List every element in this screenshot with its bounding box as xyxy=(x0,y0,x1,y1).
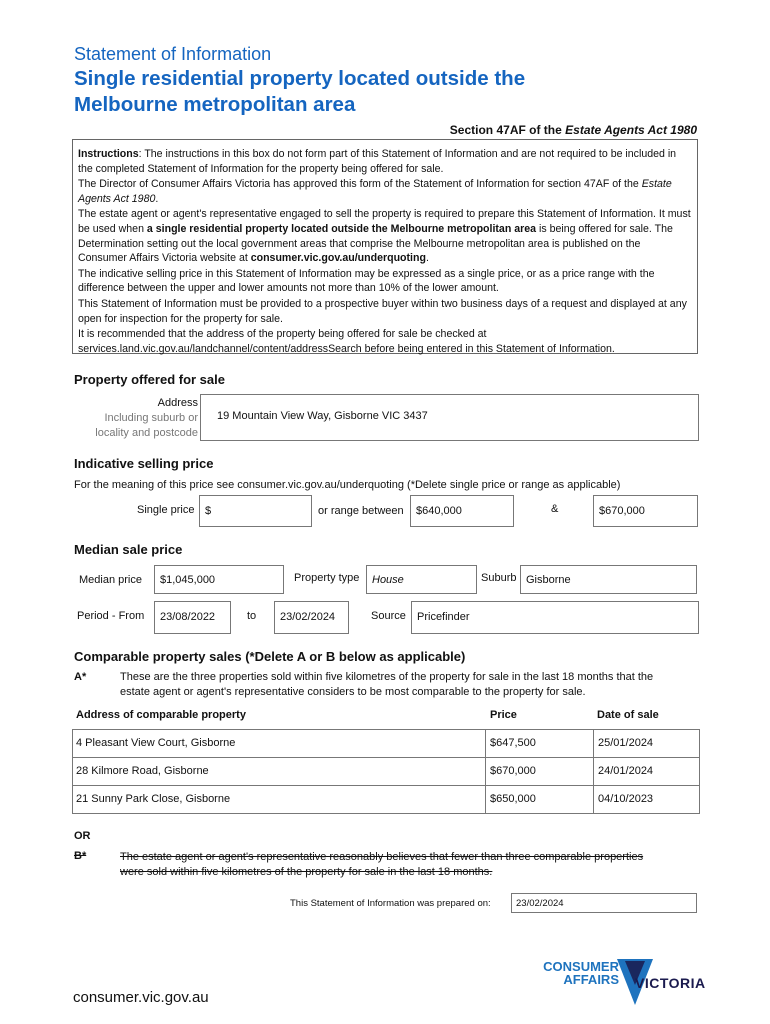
option-b-text-2: were sold within five kilometres of the property for sale in the last 18 months. xyxy=(120,866,493,878)
instructions-p3-cont: is being offered for sale. The Determination setting out the local government areas that comprise the Melbourne metropolitan area is published on the Consumer Affairs Victoria website at xyxy=(78,222,673,265)
option-a-label: A* xyxy=(74,671,87,683)
price-heading: Indicative selling price xyxy=(74,456,214,471)
option-a-text-1: These are the three properties sold within five kilometres of the property for sale in the last 18 months that the xyxy=(120,671,654,683)
median-price-label: Median price xyxy=(79,573,142,586)
instructions-p1: : The instructions in this box do not form part of this Statement of Information and are not required to be included in the completed Statement of Information for the property being offered for sale. xyxy=(78,148,677,175)
instructions-p5: This Statement of Information must be provided to a prospective buyer within two business days of a request and displayed at any open for inspection for the property for sale. xyxy=(78,297,687,325)
period-from-value: 23/08/2022 xyxy=(160,611,216,623)
comparable-row-1 xyxy=(72,729,700,758)
source-value: Pricefinder xyxy=(417,611,470,623)
period-from-label: Period - From xyxy=(77,610,145,622)
period-to-field[interactable] xyxy=(274,601,349,634)
act-prefix: Section 47AF of the xyxy=(449,123,566,137)
form-title-line2: Melbourne metropolitan area xyxy=(74,93,356,116)
instructions-p2-end: . xyxy=(155,192,159,205)
address-hint-2: locality and postcode xyxy=(95,427,198,439)
median-price-value: $1,045,000 xyxy=(160,573,216,586)
price-cell-2 xyxy=(485,758,536,785)
comparable-address: 28 Kilmore Road, Gisborne xyxy=(76,765,209,777)
range-high-value: $670,000 xyxy=(599,505,645,517)
comparable-price: $647,500 xyxy=(490,737,536,749)
address-value: 19 Mountain View Way, Gisborne VIC 3437 xyxy=(217,410,428,422)
logo-victoria: VICTORIA xyxy=(635,975,706,991)
address-label-group xyxy=(60,396,198,441)
logo-line-2: AFFAIRS xyxy=(563,972,619,987)
period-to-label: to xyxy=(247,610,257,622)
suburb-field[interactable] xyxy=(520,565,697,594)
instructions-p3-end: . xyxy=(425,252,429,265)
property-type-label: Property type xyxy=(294,572,360,584)
period-to-value: 23/02/2024 xyxy=(280,611,336,623)
address-label: Address xyxy=(157,397,198,409)
underquoting-link[interactable]: consumer.vic.gov.au/underquoting xyxy=(250,252,426,265)
form-subtitle: Statement of Information xyxy=(74,44,272,64)
comparable-address: 21 Sunny Park Close, Gisborne xyxy=(76,793,231,805)
date-cell-3 xyxy=(593,786,654,813)
footer-website[interactable]: consumer.vic.gov.au xyxy=(73,989,209,1006)
option-a-text-2: estate agent or agent's representative considers to be most comparable to the property for sale. xyxy=(120,686,586,698)
col-price-header: Price xyxy=(490,709,517,721)
act-reference xyxy=(450,123,697,137)
price-cell-3 xyxy=(485,786,536,813)
instructions-label: Instructions xyxy=(78,148,139,160)
comparables-heading: Comparable property sales (*Delete A or B below as applicable) xyxy=(74,649,466,664)
median-heading: Median sale price xyxy=(74,542,183,557)
period-from-field[interactable] xyxy=(154,601,231,634)
prepared-on-label: This Statement of Information was prepared on: xyxy=(290,898,491,909)
col-date-header: Date of sale xyxy=(597,709,659,721)
comparable-price: $670,000 xyxy=(490,765,536,777)
comparable-date: 04/10/2023 xyxy=(598,793,654,805)
consumer-affairs-victoria-logo xyxy=(527,957,706,1007)
logo-text xyxy=(527,960,619,986)
source-label: Source xyxy=(371,610,406,622)
single-price-label: Single price xyxy=(137,504,195,516)
date-cell-1 xyxy=(593,730,654,757)
col-address-header: Address of comparable property xyxy=(76,709,246,721)
range-ampersand: & xyxy=(551,503,559,515)
instructions-p3: The estate agent or agent's representative engaged to sell the property is required to prepare this Statement of Information. It must be used when xyxy=(78,208,691,235)
instructions-p2: The Director of Consumer Affairs Victoria has approved this form of the Statement of Information for section 47AF of the xyxy=(78,178,642,191)
comparable-price: $650,000 xyxy=(490,793,536,805)
range-label: or range between xyxy=(318,505,404,517)
option-b-text-1: The estate agent or agent's representative reasonably believes that fewer than three comparable properties xyxy=(120,851,644,863)
property-heading: Property offered for sale xyxy=(74,372,225,387)
form-title-line1: Single residential property located outside the xyxy=(74,67,526,90)
instructions-p4: The indicative selling price in this Statement of Information may be expressed as a single price, or as a price range with the difference between the upper and lower amounts not more than 10% of the lower amount. xyxy=(78,267,655,295)
suburb-label: Suburb xyxy=(481,572,517,584)
price-cell-1 xyxy=(485,730,536,757)
comparable-date: 25/01/2024 xyxy=(598,737,654,749)
date-cell-2 xyxy=(593,758,654,785)
price-note: For the meaning of this price see consumer.vic.gov.au/underquoting (*Delete single price or range as applicable) xyxy=(74,479,621,491)
instructions-box xyxy=(72,139,698,354)
instructions-act-name: Estate Agents Act 1980 xyxy=(78,178,672,205)
range-low-value: $640,000 xyxy=(416,505,462,517)
address-field[interactable] xyxy=(200,394,699,441)
comparable-row-3 xyxy=(72,785,700,814)
instructions-p6: It is recommended that the address of the property being offered for sale be checked at services.land.vic.gov.au/landchannel/content/addressSearch before being entered in this Statement of Information. xyxy=(78,328,615,355)
address-hint-1: Including suburb or xyxy=(104,412,198,424)
median-label-cell xyxy=(73,565,154,594)
instructions-p3-bold: a single residential property located outside the Melbourne metropolitan area xyxy=(146,222,537,235)
comparable-address: 4 Pleasant View Court, Gisborne xyxy=(76,737,236,749)
logo-line-1: CONSUMER xyxy=(543,959,619,974)
property-type-value: House xyxy=(372,573,404,586)
property-type-field[interactable] xyxy=(366,565,477,594)
single-price-field[interactable] xyxy=(199,495,312,527)
or-label: OR xyxy=(74,830,91,842)
option-b-label: B* xyxy=(74,850,87,862)
form-title xyxy=(74,66,525,118)
prepared-date-value: 23/02/2024 xyxy=(516,897,564,909)
comparable-date: 24/01/2024 xyxy=(598,765,654,777)
range-high-field[interactable] xyxy=(593,495,698,527)
source-field[interactable] xyxy=(411,601,699,634)
median-price-field[interactable] xyxy=(154,565,284,594)
comparable-row-2 xyxy=(72,757,700,786)
option-a-text xyxy=(120,670,653,700)
suburb-value: Gisborne xyxy=(526,573,571,586)
single-price-value: $ xyxy=(205,505,212,517)
act-name: Estate Agents Act 1980 xyxy=(565,123,697,137)
prepared-date-field[interactable] xyxy=(511,893,697,913)
range-low-field[interactable] xyxy=(410,495,514,527)
option-b-text xyxy=(120,850,643,880)
